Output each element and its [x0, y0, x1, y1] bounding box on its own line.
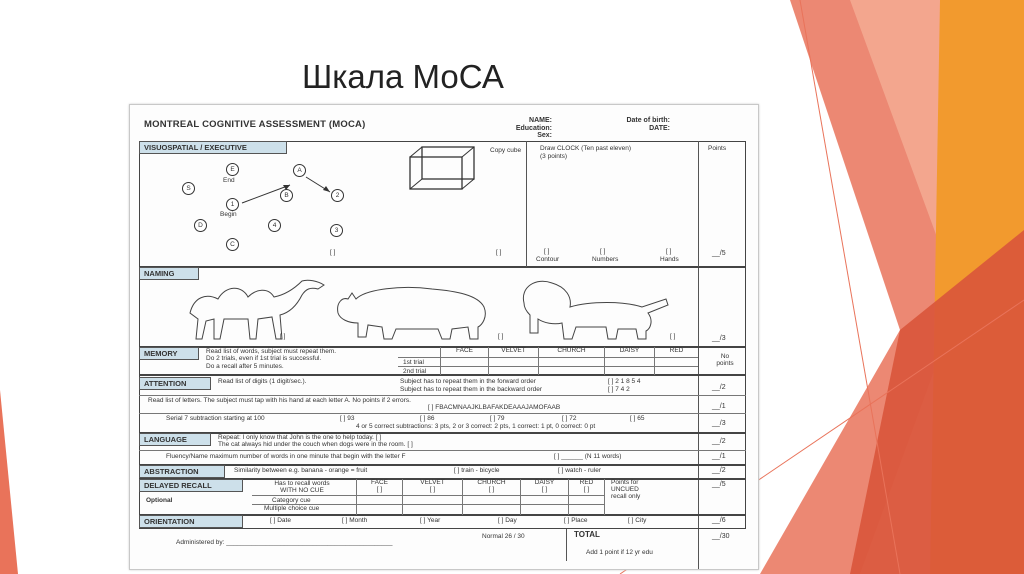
trail-arrows — [170, 155, 360, 260]
end-label: End — [223, 177, 235, 184]
recall-checkbox[interactable]: [ ] — [541, 486, 548, 493]
naming-header: NAMING — [139, 267, 199, 280]
recall-instruction — [252, 480, 352, 495]
fluency-box[interactable]: [ ] ______ (N 11 words) — [554, 453, 622, 460]
serial-value[interactable]: [ ] 79 — [490, 415, 505, 422]
patient-fields-right — [590, 117, 670, 132]
clock-instruction: Draw CLOCK (Ten past eleven) — [540, 145, 632, 152]
cube-checkbox[interactable]: [ ] — [496, 249, 502, 256]
backward-text: Subject has to repeat them in the backward order — [400, 386, 542, 393]
orientation-item[interactable]: [ ] Year — [420, 517, 441, 524]
recall-word-cell — [356, 479, 402, 515]
abstraction-item[interactable]: [ ] watch - ruler — [558, 467, 601, 474]
recall-word-cell — [568, 479, 604, 515]
visuospatial-score: __/5 — [712, 250, 726, 257]
recall-word: CHURCH — [477, 479, 506, 486]
abstraction-text: Similarity between e.g. banana - orange = fruit — [234, 467, 368, 474]
points-note-line: Points for — [611, 479, 639, 486]
begin-label: Begin — [220, 211, 237, 218]
hands-checkbox[interactable]: [ ] — [666, 248, 672, 255]
memory-score-line: No — [720, 353, 730, 360]
rhino-icon — [332, 281, 492, 341]
recall-word-cell — [462, 479, 520, 515]
administered-by[interactable]: Administered by: ______________________________________________ — [176, 539, 393, 546]
moca-form — [129, 104, 759, 570]
naming-score: __/3 — [712, 335, 726, 342]
recall-word: FACE — [371, 479, 388, 486]
multiple-choice-cue-label: Multiple choice cue — [264, 505, 320, 512]
dob-field-label: Date of birth: — [626, 117, 670, 124]
letters-sequence[interactable]: [ ] FBACMNAAJKLBAFAKDEAAAJAMOFAAB — [428, 404, 561, 411]
normal-score-note: Normal 26 / 30 — [482, 533, 525, 540]
memory-word: CHURCH — [538, 347, 604, 375]
serial-value[interactable]: [ ] 65 — [630, 415, 645, 422]
orientation-item[interactable]: [ ] City — [628, 517, 647, 524]
trail-node: 3 — [330, 224, 343, 237]
delayed-recall-header: DELAYED RECALL — [139, 479, 243, 492]
trail-checkbox[interactable]: [ ] — [330, 249, 336, 256]
points-note-line: UNCUED — [611, 486, 639, 493]
camel-checkbox[interactable]: [ ] — [280, 333, 286, 340]
optional-label: Optional — [146, 497, 173, 504]
memory-score — [710, 353, 740, 368]
abstraction-header: ABSTRACTION — [139, 465, 225, 478]
points-note-line: recall only — [611, 493, 641, 500]
serial-score: __/3 — [712, 420, 726, 427]
orientation-score: __/6 — [712, 517, 726, 524]
contour-label: Contour — [536, 256, 560, 263]
attention-header: ATTENTION — [139, 377, 211, 390]
recall-checkbox[interactable]: [ ] — [376, 486, 383, 493]
letters-instruction: Read list of letters. The subject must tap with his hand at each letter A. No points if 2 errors. — [148, 397, 411, 404]
recall-word: RED — [579, 479, 594, 486]
fluency-instruction: Fluency/Name maximum number of words in one minute that begin with the letter F — [166, 453, 406, 460]
recall-checkbox[interactable]: [ ] — [429, 486, 436, 493]
memory-header: MEMORY — [139, 347, 199, 360]
memory-instructions — [206, 348, 396, 370]
fluency-score: __/1 — [712, 453, 726, 460]
divider — [139, 413, 746, 414]
divider — [526, 141, 527, 267]
copy-cube-label: Copy cube — [490, 147, 522, 154]
lion-checkbox[interactable]: [ ] — [670, 333, 676, 340]
memory-instruction-line: Read list of words, subject must repeat them. — [206, 348, 337, 355]
recall-instruction-line: Has to recall words — [274, 480, 330, 487]
patient-fields-left — [482, 117, 552, 140]
divider — [252, 504, 604, 505]
date-field-label: DATE: — [649, 124, 670, 132]
lion-icon — [514, 277, 674, 341]
orientation-item[interactable]: [ ] Day — [498, 517, 517, 524]
divider — [139, 395, 746, 396]
deco-left-wedge — [0, 390, 18, 574]
abstraction-item[interactable]: [ ] train - bicycle — [454, 467, 500, 474]
abstraction-score: __/2 — [712, 467, 726, 474]
serial-value[interactable]: [ ] 86 — [420, 415, 435, 422]
add-point-note: Add 1 point if 12 yr edu — [586, 549, 653, 556]
orientation-item[interactable]: [ ] Month — [342, 517, 368, 524]
trail-node: C — [226, 238, 239, 251]
form-title: MONTREAL COGNITIVE ASSESSMENT (MOCA) — [144, 119, 366, 130]
trail-node: A — [293, 164, 306, 177]
recall-word-cell — [520, 479, 568, 515]
divider — [398, 366, 698, 367]
visuospatial-header: VISUOSPATIAL / EXECUTIVE — [139, 141, 287, 154]
serial-scoring: 4 or 5 correct subtractions: 3 pts, 2 or 3 correct: 2 pts, 1 correct: 1 pt, 0 correct: 0 pt — [356, 423, 596, 430]
hands-label: Hands — [660, 256, 679, 263]
memory-word: VELVET — [488, 347, 538, 375]
memory-score-line: points — [716, 360, 734, 368]
repeat-sentence-2[interactable]: The cat always hid under the couch when dogs were in the room. [ ] — [218, 441, 413, 448]
points-header: Points — [708, 145, 727, 152]
sex-field-label: Sex: — [537, 132, 552, 140]
total-label: TOTAL — [574, 530, 600, 539]
rhino-checkbox[interactable]: [ ] — [498, 333, 504, 340]
trail-node: E — [226, 163, 239, 176]
category-cue-label: Category cue — [272, 497, 311, 504]
total-score: __/30 — [712, 533, 730, 540]
orientation-item[interactable]: [ ] Date — [270, 517, 291, 524]
memory-word: DAISY — [604, 347, 654, 375]
name-field-label: NAME: — [529, 117, 552, 124]
divider — [252, 495, 604, 496]
recall-checkbox[interactable]: [ ] — [583, 486, 590, 493]
orientation-item[interactable]: [ ] Place — [564, 517, 588, 524]
trail-node: D — [194, 219, 207, 232]
backward-digits[interactable]: [ ] 7 4 2 — [608, 386, 630, 393]
contour-checkbox[interactable]: [ ] — [544, 248, 550, 255]
trail-node: B — [280, 189, 293, 202]
recall-checkbox[interactable]: [ ] — [488, 486, 495, 493]
education-field-label: Education: — [515, 124, 552, 132]
forward-digits[interactable]: [ ] 2 1 8 5 4 — [608, 378, 641, 385]
recall-word: DAISY — [534, 479, 555, 486]
memory-word: RED — [654, 347, 698, 375]
serial-value[interactable]: [ ] 93 — [340, 415, 355, 422]
recall-word: VELVET — [420, 479, 445, 486]
repeat-sentence-1[interactable]: Repeat: I only know that John is the one to help today. [ ] — [218, 434, 382, 441]
language-header: LANGUAGE — [139, 433, 211, 446]
serial-value[interactable]: [ ] 72 — [562, 415, 577, 422]
serial-instruction: Serial 7 subtraction starting at 100 — [166, 415, 265, 422]
memory-word: FACE — [440, 347, 488, 375]
clock-points: (3 points) — [540, 153, 568, 160]
numbers-checkbox[interactable]: [ ] — [600, 248, 606, 255]
trail-node: S — [182, 182, 195, 195]
forward-text: Subject has to repeat them in the forward order — [400, 378, 536, 385]
slide-title: Шкала МоСА — [302, 58, 504, 95]
memory-instruction-line: Do 2 trials, even if 1st trial is successful. — [206, 355, 322, 363]
divider — [398, 357, 698, 358]
orientation-header: ORIENTATION — [139, 515, 243, 528]
divider — [566, 529, 567, 561]
recall-instruction-line: WITH NO CUE — [280, 487, 324, 495]
divider — [139, 450, 746, 451]
cube-icon — [406, 145, 486, 193]
trial-2-label: 2nd trial — [403, 368, 427, 375]
trail-node: 2 — [331, 189, 344, 202]
trail-node: 4 — [268, 219, 281, 232]
trial-1-label: 1st trial — [403, 359, 424, 366]
delayed-recall-score: __/5 — [712, 481, 726, 488]
camel-icon — [184, 273, 329, 341]
trail-node: 1 — [226, 198, 239, 211]
memory-instruction-line: Do a recall after 5 minutes. — [206, 362, 284, 370]
numbers-label: Numbers — [592, 256, 619, 263]
digits-instruction: Read list of digits (1 digit/sec.). — [218, 378, 307, 385]
digits-score: __/2 — [712, 384, 726, 391]
recall-word-cell — [402, 479, 462, 515]
letters-score: __/1 — [712, 403, 726, 410]
abstraction-section — [139, 465, 746, 479]
repeat-score: __/2 — [712, 438, 726, 445]
recall-points-note — [604, 479, 698, 515]
